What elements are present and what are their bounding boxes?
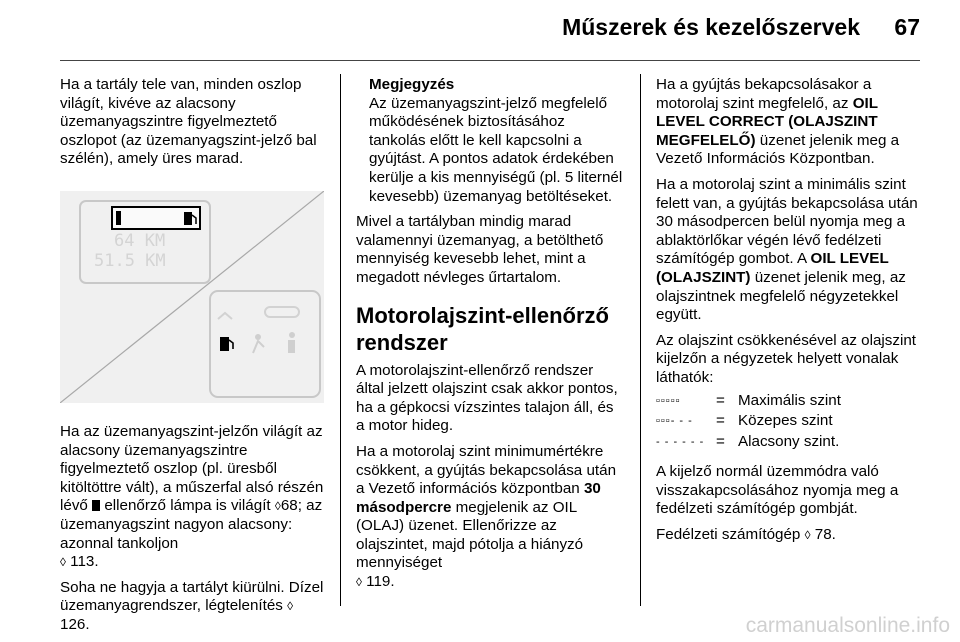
table-row: - - - - - - = Alacsony szint. [656,432,840,450]
oil-level-table [656,392,841,454]
note-text: Az üzemanyagszint-jelző megfelelő működésének biztosításához tankolás előtt le kell kapcsolni a gyújtást. A pontos adatok érdekében kerülje a kis mennyiségű (pl. 5 liternél kevesebb) üzemanyag betöltéseket. [369,94,623,205]
section-title: Motorolajszint-ellenőrző rendszer [356,302,609,355]
seat-icon [288,332,295,353]
page-ref-icon: ◊ [274,499,281,514]
paragraph: Ha a gyújtás bekapcsolásakor a motorolaj szint megfelelő, az OIL LEVEL CORRECT (OLAJSZINT MEGFELELŐ) üzenet jelenik meg a Vezető Információs Központban. [656,76,900,168]
paragraph: A motorolajszint-ellenőrző rendszer által jelzett olajszint csak akkor pontos, ha a gépkocsi vízszintes talajon áll, és a motor hideg. [356,361,618,435]
page-ref-icon: ◊ [287,599,294,614]
column-divider [640,74,641,606]
column-divider [340,74,341,606]
paragraph: Ha a motorolaj szint minimumértékre csökkent, a gyújtás bekapcsolása után a Vezető információs központban 30 másodpercre megjelenik az OIL (OLAJ) üzenet. Ellenőrizze az olajszintet, majd pótolja a hiányzó mennyiséget ◊ 119. [356,442,617,591]
fuel-gauge-figure [60,191,324,403]
page-ref-icon: ◊ [804,528,811,543]
paragraph: Az olajszint csökkenésével az olajszint kijelzőn a négyzetek helyett vonalak láthatók: [656,331,916,386]
left-column [60,76,326,642]
paragraph: Ha a motorolaj szint a minimális szint felett van, a gyújtás bekapcsolása után 30 másodpercen belül nyomja meg a ablaktörlőkar végén lévő fedélzeti számítógép gombot. A OIL LEVEL (OLAJSZINT) üzenet jelenik meg, az olajszintnek megfelelő négyzetekkel együtt. [656,175,918,324]
note-title: Megjegyzés [369,76,455,93]
page-title: Műszerek és kezelőszervek [562,14,860,40]
page-number: 67 [894,14,920,40]
table-row: ▫▫▫- - - = Közepes szint [656,412,833,430]
range-value-bottom: 51.5 KM [94,250,166,271]
paragraph: Ha a tartály tele van, minden oszlop világít, kivéve az alacsony üzemanyagszintre figyelmeztető oszlopot (az üzemanyagszint-jelző bal szélén), amely üres marad. [60,76,317,168]
table-row: ▫▫▫▫▫ = Maximális szint [656,391,841,409]
paragraph: A kijelző normál üzemmódra való visszakapcsolásához nyomja meg a fedélzeti számítógép gombját. [656,463,899,518]
low-fuel-lamp-symbol-icon [92,500,100,511]
header-rule [60,60,920,61]
range-value-top: 64 KM [114,230,166,251]
paragraph: Soha ne hagyja a tartályt kiürülni. Dízel üzemanyagrendszer, légtelenítés ◊ 126. [60,578,324,633]
middle-column [356,76,624,599]
watermark: carmanualsonline.info [745,614,950,637]
right-column [656,76,922,552]
paragraph: Ha az üzemanyagszint-jelzőn világít az alacsony üzemanyagszintre figyelmeztető oszlop (pl. üresből kitöltöttre vált), a műszerfal alsó részén lévő ellenőrző lámpa is világít ◊68; az üzemanyagszint nagyon alacsony: azonnal tankoljon ◊ 113. [60,422,324,571]
paragraph: Mivel a tartályban mindig marad valamennyi üzemanyag, a betölthető mennyiség kevesebb lehet, mint a megadott névleges űrtartalom. [356,213,604,286]
paragraph: Fedélzeti számítógép ◊ 78. [656,526,836,544]
page-ref-icon: ◊ [356,575,362,590]
page-ref-icon: ◊ [60,555,66,570]
